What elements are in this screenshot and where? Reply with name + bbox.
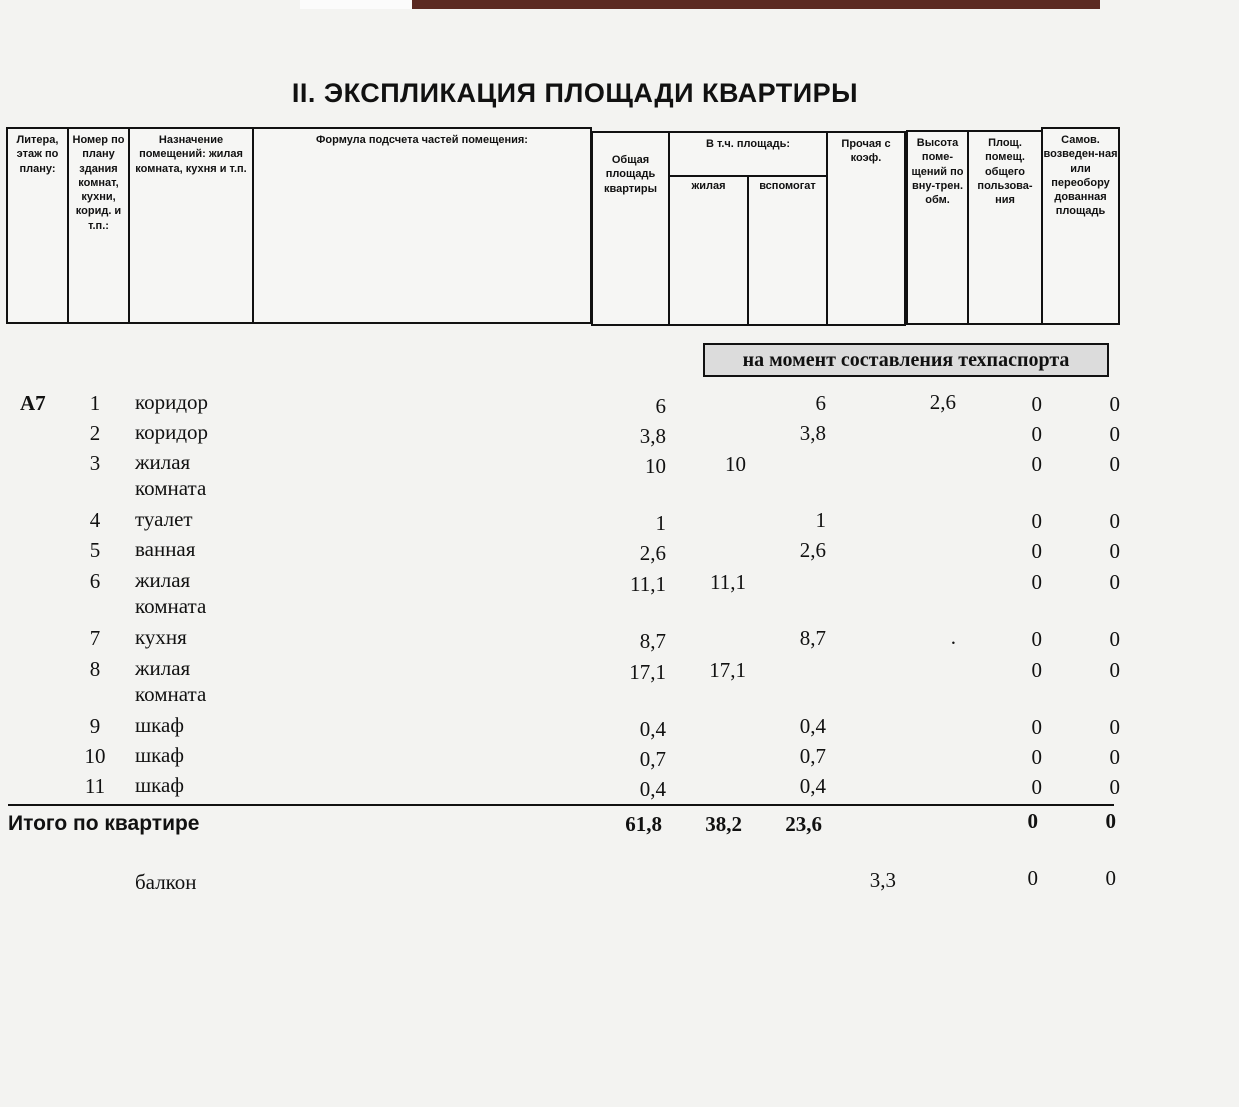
row-name bbox=[135, 742, 184, 768]
row-number: 1 bbox=[89, 391, 101, 415]
row-samov: 0 bbox=[1109, 452, 1120, 476]
header-nomer-text: Номер по плану здания комнат, кухни, корид. и т.п.: bbox=[72, 134, 125, 232]
row-common: 0 bbox=[1031, 392, 1042, 416]
header-formula-text: Формула подсчета частей помещения: bbox=[316, 134, 528, 146]
header-plosh bbox=[967, 130, 1043, 325]
row-common: 0 bbox=[1031, 715, 1042, 739]
row-common: 0 bbox=[1031, 745, 1042, 769]
row-total: 8,7 bbox=[639, 629, 666, 653]
top-edge-dark bbox=[412, 0, 1100, 9]
row-common: 0 bbox=[1031, 658, 1042, 682]
totals-aux: 23,6 bbox=[785, 812, 822, 836]
balcony-common: 0 bbox=[1027, 866, 1038, 890]
header-formula bbox=[252, 127, 592, 324]
row-samov: 0 bbox=[1109, 392, 1120, 416]
row-name-line: комната bbox=[135, 682, 207, 706]
row-samov: 0 bbox=[1109, 570, 1120, 594]
row-name-line: туалет bbox=[135, 507, 193, 531]
row-name bbox=[135, 536, 195, 562]
row-number: 9 bbox=[89, 714, 101, 738]
row-aux: 0,7 bbox=[799, 744, 826, 768]
row-total: 0,4 bbox=[639, 777, 666, 801]
row-total: 0,7 bbox=[639, 747, 666, 771]
row-samov: 0 bbox=[1109, 509, 1120, 533]
page-title: II. ЭКСПЛИКАЦИЯ ПЛОЩАДИ КВАРТИРЫ bbox=[291, 78, 859, 108]
balcony-samov: 0 bbox=[1105, 866, 1116, 890]
header-naznachenie bbox=[128, 127, 254, 324]
row-living: 11,1 bbox=[710, 570, 746, 594]
row-name-line: коридор bbox=[135, 390, 209, 414]
row-number: 4 bbox=[89, 508, 101, 532]
row-aux: 0,4 bbox=[799, 774, 826, 798]
row-number: 6 bbox=[89, 569, 101, 593]
row-living: 10 bbox=[725, 452, 746, 476]
row-number: 3 bbox=[89, 451, 101, 475]
row-total: 0,4 bbox=[639, 717, 666, 741]
row-number: 11 bbox=[84, 774, 106, 798]
totals-samov: 0 bbox=[1105, 809, 1116, 833]
row-total: 6 bbox=[655, 394, 666, 418]
row-name bbox=[135, 772, 184, 798]
row-number: 10 bbox=[84, 744, 106, 768]
row-total: 3,8 bbox=[639, 424, 666, 448]
row-total: 17,1 bbox=[629, 660, 666, 684]
row-aux: 2,6 bbox=[799, 538, 826, 562]
row-height: . bbox=[950, 625, 956, 649]
header-vspomogat-text: вспомогат bbox=[759, 180, 816, 192]
totals-common: 0 bbox=[1027, 809, 1038, 833]
header-zhilaya-text: жилая bbox=[691, 180, 726, 192]
row-height: 2,6 bbox=[929, 390, 956, 414]
row-common: 0 bbox=[1031, 775, 1042, 799]
header-prochaya bbox=[826, 131, 906, 326]
row-samov: 0 bbox=[1109, 715, 1120, 739]
row-common: 0 bbox=[1031, 539, 1042, 563]
top-edge-white bbox=[300, 0, 412, 9]
row-name-line: жилая bbox=[135, 450, 191, 474]
row-number: 7 bbox=[89, 626, 101, 650]
row-living: 17,1 bbox=[709, 658, 746, 682]
row-total: 11,1 bbox=[630, 572, 666, 596]
litera-value: А7 bbox=[20, 391, 46, 415]
row-name bbox=[135, 567, 206, 619]
row-name-line: шкаф bbox=[135, 713, 184, 737]
balcony-name: балкон bbox=[135, 870, 197, 894]
row-aux: 1 bbox=[815, 508, 826, 532]
row-name-line: комната bbox=[135, 476, 207, 500]
row-number: 2 bbox=[89, 421, 101, 445]
row-samov: 0 bbox=[1109, 627, 1120, 651]
header-zhilaya bbox=[668, 175, 749, 326]
row-common: 0 bbox=[1031, 509, 1042, 533]
row-name bbox=[135, 449, 206, 501]
row-name bbox=[135, 506, 193, 532]
row-samov: 0 bbox=[1109, 745, 1120, 769]
header-samov bbox=[1041, 127, 1120, 325]
header-vtch-text: В т.ч. площадь: bbox=[705, 138, 791, 150]
header-litera bbox=[6, 127, 69, 324]
row-name bbox=[135, 655, 206, 707]
row-number: 5 bbox=[89, 538, 101, 562]
header-vspomogat bbox=[747, 175, 828, 326]
header-vtch bbox=[668, 131, 828, 177]
row-total: 2,6 bbox=[639, 541, 666, 565]
balcony-other: 3,3 bbox=[869, 868, 896, 892]
header-naznachenie-text: Назначение помещений: жилая комната, кухня и т.п. bbox=[135, 134, 247, 175]
row-name-line: жилая bbox=[135, 568, 191, 592]
row-aux: 8,7 bbox=[799, 626, 826, 650]
header-obshaya bbox=[591, 131, 670, 326]
row-number: 8 bbox=[89, 657, 101, 681]
header-samov-text: Самов. возведен-ная или переобору дованная площадь bbox=[1043, 134, 1118, 218]
row-common: 0 bbox=[1031, 452, 1042, 476]
row-samov: 0 bbox=[1109, 775, 1120, 799]
row-samov: 0 bbox=[1109, 422, 1120, 446]
header-prochaya-text: Прочая с коэф. bbox=[841, 138, 891, 165]
header-plosh-text: Площ. помещ. общего пользова-ния bbox=[977, 137, 1033, 207]
row-total: 10 bbox=[645, 454, 666, 478]
totals-living: 38,2 bbox=[705, 812, 742, 836]
row-name-line: жилая bbox=[135, 656, 191, 680]
row-samov: 0 bbox=[1109, 539, 1120, 563]
header-nomer bbox=[67, 127, 130, 324]
row-name bbox=[135, 712, 184, 738]
row-name bbox=[135, 419, 208, 445]
totals-divider bbox=[8, 804, 1114, 806]
row-samov: 0 bbox=[1109, 658, 1120, 682]
row-name-line: коридор bbox=[135, 420, 209, 444]
row-name-line: комната bbox=[135, 594, 207, 618]
row-name-line: шкаф bbox=[135, 773, 184, 797]
totals-label: Итого по квартире bbox=[8, 812, 200, 835]
moment-label: на момент составления техпаспорта bbox=[703, 343, 1109, 377]
header-litera-text: Литера, этаж по плану: bbox=[16, 134, 59, 175]
row-aux: 6 bbox=[815, 391, 826, 415]
header-obshaya-text: Общая площадь квартиры bbox=[603, 154, 658, 195]
row-common: 0 bbox=[1031, 627, 1042, 651]
row-common: 0 bbox=[1031, 422, 1042, 446]
row-name bbox=[135, 389, 208, 415]
row-name-line: ванная bbox=[135, 537, 196, 561]
row-name-line: шкаф bbox=[135, 743, 184, 767]
header-vysota bbox=[906, 130, 969, 325]
header-vysota-text: Высота поме-щений по вну-трен. обм. bbox=[911, 137, 964, 207]
row-aux: 0,4 bbox=[799, 714, 826, 738]
row-name bbox=[135, 624, 187, 650]
row-name-line: кухня bbox=[135, 625, 187, 649]
row-aux: 3,8 bbox=[799, 421, 826, 445]
row-common: 0 bbox=[1031, 570, 1042, 594]
row-total: 1 bbox=[655, 511, 666, 535]
totals-total: 61,8 bbox=[625, 812, 662, 836]
